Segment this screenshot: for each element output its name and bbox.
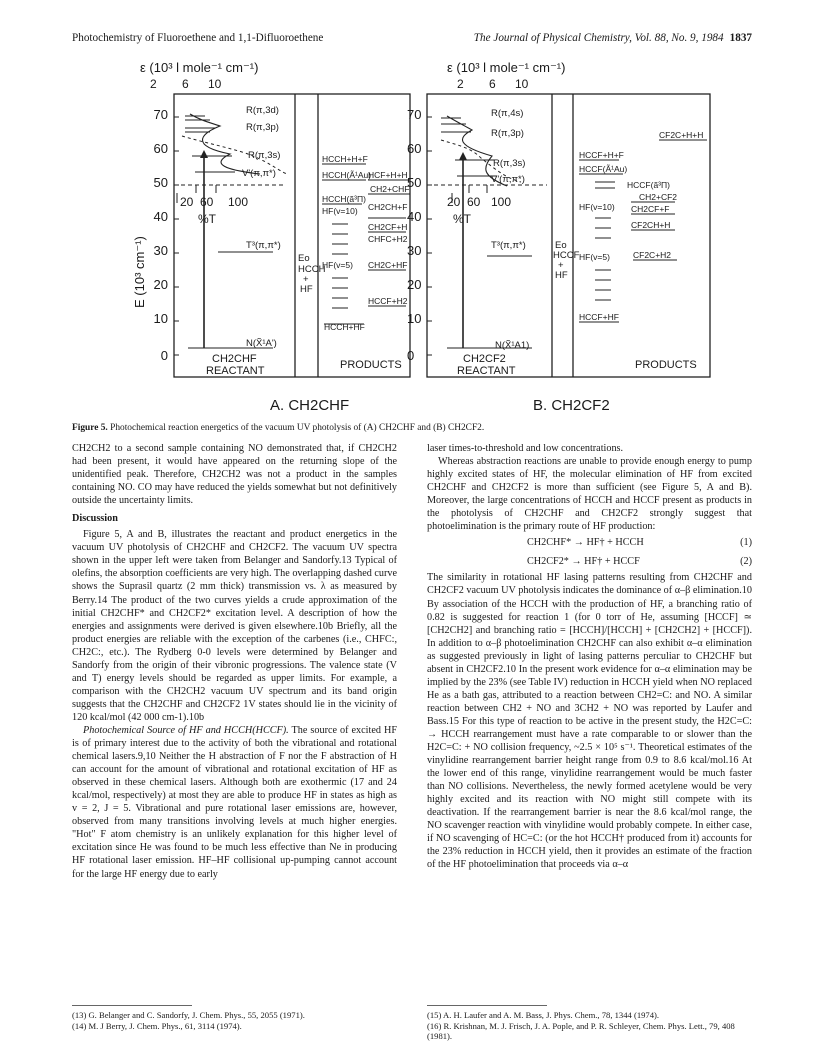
- y-tick-40: 40: [153, 209, 168, 224]
- prod-b-3: HCCF(ã³Π): [627, 180, 670, 190]
- b-pct-tick-100: 100: [491, 195, 512, 209]
- caption-label: Figure 5.: [72, 423, 108, 433]
- hf-b: HF: [555, 270, 568, 281]
- header-title: Photochemistry of Fluoroethene and 1,1-Difluoroethene: [72, 32, 324, 44]
- level-a-0: R(π,3d): [246, 105, 279, 116]
- prod-b-5: CH2CF+F: [631, 204, 670, 214]
- b-y-tick-50: 50: [407, 175, 422, 190]
- b-eps-tick-10: 10: [515, 77, 529, 91]
- y-tick-50: 50: [153, 175, 168, 190]
- paragraph: Figure 5, A and B, illustrates the reactant and product energetics in the vacuum UV photolysis of CH2CHF and CH2CF2. The vacuum UV spectra shown in the upper left were taken from Belanger and Sandorfy.13 Typical of olefins, the absorption coefficients are very high. The overlapping dashed curve shows the Suprasil quartz (2 mm thick) transmission vs. λ as measured by Berry.14 The product of the two curves yields a crude approximation of the initial CH2CHF* and CH2CF2* excitation level. A description of how the energies and assignments were derived is given elsewhere.10b Briefly, all the product energies are reliable with the exception of the carbenes (i.e., CHFC:, CH2C:, etc.). The Rydberg 0-0 levels were determined by Belanger and Sandorfy from the origin of their vibronic progressions. The valence state (V and T) energy levels should be regarded as upper limits. For example, a comparison with the CH2CH2 vacuum UV spectrum and its band origin suggests that the CH2CHF and CH2CF2 1V states should lie in the vicinity of 120 kcal/mol (42 000 cm-1).10b: [72, 529, 397, 723]
- level-b-2: R(π,3s): [493, 158, 526, 169]
- footnote-rule: [427, 1005, 547, 1006]
- reactant-b: CH2CF2: [463, 353, 506, 365]
- paragraph: laser times-to-threshold and low concentrations.: [427, 443, 624, 454]
- prod-b-2: HCCF(Ã¹Au): [579, 164, 628, 174]
- level-b-3: V'(π,π*): [491, 174, 525, 185]
- prod-a-0: HCCH+H+F: [322, 154, 368, 164]
- equation-number: (2): [740, 556, 752, 568]
- panel-a-eps-label: ε (10³ l mole⁻¹ cm⁻¹): [140, 60, 259, 75]
- paragraph-text: The source of excited HF is of primary interest due to the activity of both the vibrational and rotational chemical lasers.9,10 Neither the H abstraction of F nor the F abstraction of H can account for the amount of vibrational and rotational excitation of HF as observed in these chemical lasers. Although both are exothermic (17 and 24 kcal/mol, respectively) at most they are able to produce HF in states as high as v = 2, J = 5. Vibrational and pure rotational laser emissions are, however, observed from many transitions involving levels at much higher energies. "Hot" F atom chemistry is an unlikely explanation for this higher level of excitation since He was found to be much less effective than Ne in producing HF rotational laser emission. HF–HF collisional up-pumping cannot account for the large HF energy due to early: [72, 724, 397, 880]
- equation-text: CH2CF2* → HF† + HCCF: [527, 556, 640, 568]
- prod-b-7: HF(v=10): [579, 202, 615, 212]
- hcch-a: HCCH: [298, 264, 326, 275]
- prod-b-6: CF2CH+H: [631, 220, 671, 230]
- plus-b: +: [558, 260, 564, 271]
- y-tick-60: 60: [153, 141, 168, 156]
- products-b: PRODUCTS: [635, 359, 697, 371]
- hf-a: HF: [300, 284, 313, 295]
- equation-2: [427, 552, 752, 571]
- eo-a: Eo: [298, 253, 310, 264]
- b-y-tick-30: 30: [407, 243, 422, 258]
- reactant-a-sub: REACTANT: [206, 365, 265, 377]
- plus-a: +: [303, 274, 309, 285]
- b-pct-tick-20: 20: [447, 195, 461, 209]
- products-a: PRODUCTS: [340, 359, 402, 371]
- prod-b-10: HCCF+HF: [579, 312, 619, 322]
- b-y-tick-40: 40: [407, 209, 422, 224]
- footnote-rule: [72, 1005, 192, 1006]
- prod-b-8: HF(v=5): [579, 252, 610, 262]
- level-a-2: R(π,3s): [248, 150, 281, 161]
- prod-a-3: CH2+CHF: [370, 184, 410, 194]
- prod-a-4: HCCH(ã³Π): [322, 194, 366, 204]
- b-eps-tick-6: 6: [489, 77, 496, 91]
- right-column: [427, 442, 752, 872]
- page-number: 1837: [729, 32, 752, 44]
- hccf-b: HCCF: [553, 250, 580, 261]
- pct-tick-100: 100: [228, 195, 249, 209]
- eps-tick-2: 2: [150, 77, 157, 91]
- paragraph: [72, 724, 397, 881]
- prod-a-5: HF(v=10): [322, 206, 358, 216]
- level-a-4: T³(π,π*): [246, 240, 281, 251]
- panel-b: [407, 60, 710, 414]
- paragraph: The similarity in rotational HF lasing patterns resulting from CH2CHF and CH2CF2 vacuum UV photolysis indicates the dominance of α–β elimination.10 By association of the HCCH with the production of HF, a branching ratio of 0.82 is suggested for reaction 1 (for 0 torr of He, assuming [HCCF] ≃ [CH2CH2] and branching ratio = [HCCH]/[HCCH] + [CH2CH2] + [HCCF]). In addition to α–β photoelimination CH2CHF can also exhibit α–α elimination as suggested previously in light of lasing patterns perculiar to CH2CHF but absent in CH2CF2.10 In the present work evidence for α–α elimination may be implied by the 23% (see Table IV) reduction in HCCH yield when NO replaced He as a bath gas, attributed to a reaction between CH2=C: and NO. A similar reaction between CH2 + NO and 3CH2 + NO was reported by Laufer and Bass.15 For this type of reaction to be active in the present study, the H2C=C: → HCCH rearrangement must have a rate comparable to or slower than the H2C=C: + NO collision frequency, ~2.5 × 10⁵ s⁻¹. Theoretical estimates of the vinylidine rearrangement barrier height range from 0.9 to 8.6 kcal/mol.16 At the lower end of this range, vinylidine rearrangement would be much faster than NO collisions. Nevertheless, the newly formed acetylene would be very highly excited and its reaction with NO might still compete with its deactivation. If the rearrangement barrier is near the 8.6 kcal/mol range, the NO scavenger reaction with vinylidine would probably compete. In either case, if NO scavenging of HC=C: (or the hot HCCH† produced from it) accounts for the 23% reduction in HCCH yield, then it provides an estimate of the fraction of the HF photoelimination that proceeds via α–α: [427, 572, 752, 871]
- paragraph: CH2CH2 to a second sample containing NO demonstrated that, if CH2CH2 had been present, it would have appeared on the returning slope of the unidentified peak. Therefore, CH2CH2 was not a product in the samples containing NO. CO may have reduced the yields somewhat but not definitively outside the uncertainty limits.: [72, 443, 397, 507]
- level-a-1: R(π,3p): [246, 122, 279, 133]
- pct-label: %T: [198, 212, 216, 226]
- b-pct-tick-60: 60: [467, 195, 481, 209]
- prod-a-6: CH2CH+F: [368, 202, 408, 212]
- prod-a-7: CH2CF+H: [368, 222, 408, 232]
- y-tick-10: 10: [153, 311, 168, 326]
- eps-tick-6: 6: [182, 77, 189, 91]
- footnotes-left: [72, 1010, 397, 1031]
- y-tick-0: 0: [160, 348, 168, 363]
- equation-number: (1): [740, 537, 752, 549]
- y-tick-30: 30: [153, 243, 168, 258]
- equation-1: [427, 533, 752, 552]
- footnote: (15) A. H. Laufer and A. M. Bass, J. Phys. Chem., 78, 1344 (1974).: [427, 1010, 660, 1020]
- b-y-tick-20: 20: [407, 277, 422, 292]
- y-tick-70: 70: [153, 107, 168, 122]
- footnote: (16) R. Krishnan, M. J. Frisch, J. A. Pople, and P. R. Schleyer, Chem. Phys. Lett., 79, 408 (1981).: [427, 1020, 735, 1042]
- prod-a-8: CHFC+H2: [368, 234, 408, 244]
- b-y-tick-0: 0: [407, 348, 415, 363]
- figure-5: [100, 58, 720, 420]
- eps-tick-10: 10: [208, 77, 222, 91]
- equation-text: CH2CHF* → HF† + HCCH: [527, 537, 644, 549]
- footnotes-right: [427, 1010, 752, 1042]
- level-a-3: V'(π,π*): [242, 168, 276, 179]
- b-pct-label: %T: [453, 212, 471, 226]
- prod-a-12: HCCH+HF: [324, 322, 365, 332]
- prod-a-10: CH2C+HF: [368, 260, 408, 270]
- b-y-tick-70: 70: [407, 107, 422, 122]
- b-eps-tick-2: 2: [457, 77, 464, 91]
- pct-tick-60: 60: [200, 195, 214, 209]
- paragraph: Whereas abstraction reactions are unable to provide enough energy to pump highly excited states of HF, the molecular elimination of HF from excited CH2CHF and CH2CF2 is more than sufficient (see Figure 5, A and B). Moreover, the large concentrations of HCCH and HCCF present as products in the photolysis of CH2CHF and CH2CF2 strongly suggest that photoelimination is the primary route of HF production:: [427, 456, 752, 533]
- prod-a-11: HCCF+H2: [368, 296, 408, 306]
- eo-b: Eo: [555, 240, 567, 251]
- b-y-tick-10: 10: [407, 311, 422, 326]
- prod-a-9: HF(v=5): [322, 260, 353, 270]
- pct-tick-20: 20: [180, 195, 194, 209]
- panel-a-y-label: E (10³ cm⁻¹): [132, 236, 147, 308]
- b-y-tick-60: 60: [407, 141, 422, 156]
- footnote: (13) G. Belanger and C. Sandorfy, J. Chem. Phys., 55, 2055 (1971).: [72, 1010, 305, 1020]
- panel-b-title: B. CH2CF2: [533, 397, 610, 414]
- prod-b-9: CF2C+H2: [633, 250, 672, 260]
- prod-b-0: CF2C+H+H: [659, 130, 704, 140]
- y-tick-20: 20: [153, 277, 168, 292]
- level-b-1: R(π,3p): [491, 128, 524, 139]
- level-b-5: N(X̃¹A1): [495, 340, 530, 351]
- level-a-5: N(X̃¹A'): [246, 338, 277, 349]
- prod-a-1: HCCH(Ã¹Au): [322, 170, 372, 180]
- level-b-4: T³(π,π*): [491, 240, 526, 251]
- panel-a: [132, 60, 410, 414]
- level-b-0: R(π,4s): [491, 108, 524, 119]
- subsection-title: Photochemical Source of HF and HCCH(HCCF).: [83, 724, 289, 736]
- prod-b-4: CH2+CF2: [639, 192, 678, 202]
- footnote: (14) M. J Berry, J. Chem. Phys., 61, 3114 (1974).: [72, 1020, 242, 1031]
- caption-text: Photochemical reaction energetics of the vacuum UV photolysis of (A) CH2CHF and (B) CH2CF2.: [110, 423, 485, 433]
- left-column: [72, 442, 397, 881]
- reactant-b-sub: REACTANT: [457, 365, 516, 377]
- figure-caption: [72, 423, 752, 433]
- panel-b-eps-label: ε (10³ l mole⁻¹ cm⁻¹): [447, 60, 566, 75]
- reactant-a: CH2CHF: [212, 353, 257, 365]
- prod-b-1: HCCF+H+F: [579, 150, 624, 160]
- panel-a-title: A. CH2CHF: [270, 397, 350, 414]
- header-journal: The Journal of Physical Chemistry, Vol. 88, No. 9, 1984 1837: [473, 32, 752, 44]
- section-heading: Discussion: [72, 513, 118, 525]
- prod-a-2: HCF+H+H: [368, 170, 408, 180]
